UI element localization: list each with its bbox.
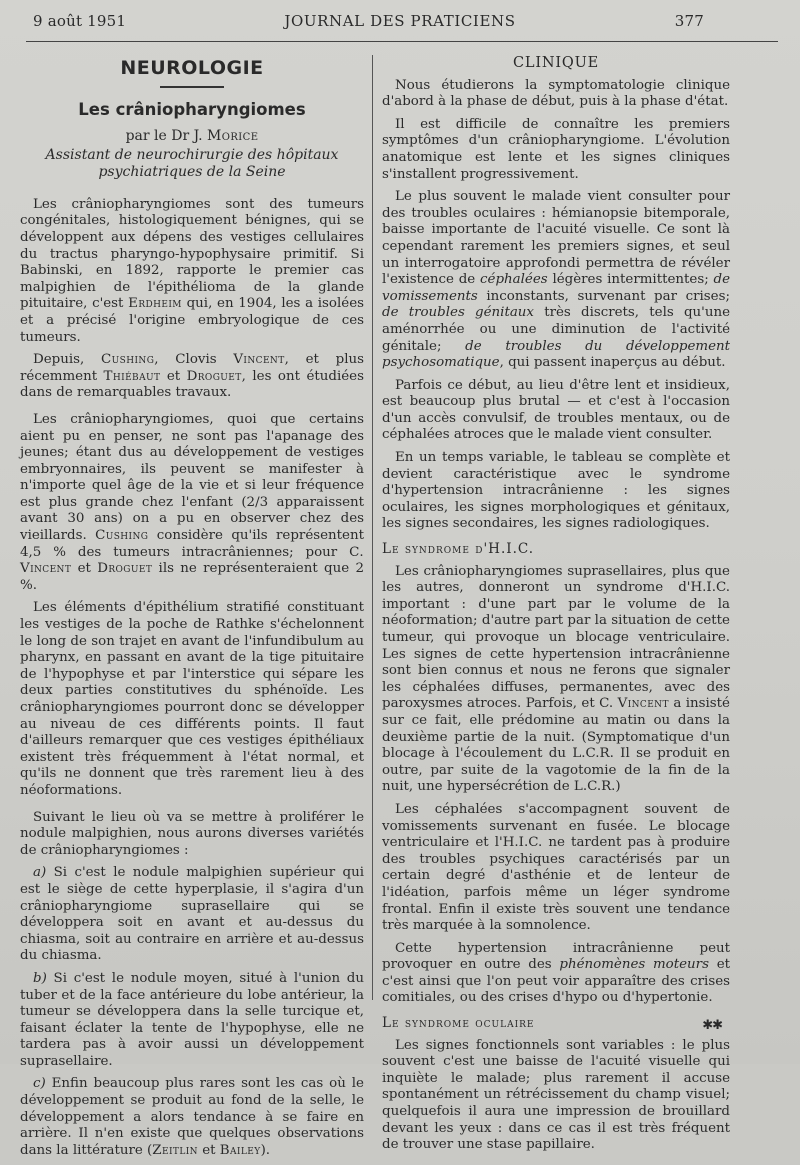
list-item xyxy=(20,971,364,1071)
section-title: NEUROLOGIE xyxy=(120,57,264,79)
paragraph: Les éléments d'épithélium stratifié constituant les vestiges de la poche de Rathke s'échelonnent le long de son trajet en avant de l'infundibulum au pharynx, en passant en avant de la tige pituitaire de l'hypophyse et par l'interstice qui sépare les deux parties constitutives du sphénoïde. Les crâniopharyngiomes pourront donc se développer au niveau de ces différents points. Il faut d'ailleurs remarquer que ces vestiges épithéliaux existent très fréquemment à l'état normal, et qu'ils ne donnent que très rarement lieu à des néoformations. xyxy=(20,600,364,798)
paragraph: Les signes fonctionnels sont variables : le plus souvent c'est une baisse de l'acuité visuelle qui inquiète le malade; plus rarement il accuse spontanément un rétrécissement du champ visuel; quelquefois il aura une impression de brouillard devant les yeux : dans ce cas il est très fréquent de trouver une stase papillaire. xyxy=(382,1037,730,1153)
author-ref: Cushing xyxy=(95,528,149,544)
paragraph: Suivant le lieu où va se mettre à proliférer le nodule malpighien, nous aurons diverses variétés de crâniopharyngiomes : xyxy=(20,809,364,858)
paragraph xyxy=(382,189,730,372)
header-rule xyxy=(26,41,778,42)
subsection-heading: Le syndrome oculaire xyxy=(382,1015,535,1032)
item-label: c) xyxy=(33,1076,46,1092)
continuation-mark: ✱✱ xyxy=(702,1018,722,1033)
text: ). xyxy=(260,1142,271,1158)
text: et xyxy=(202,1142,216,1158)
author-ref: Droguet xyxy=(186,368,242,384)
author-ref: Zeitlin xyxy=(152,1142,198,1158)
text: légères intermittentes; xyxy=(552,272,709,288)
text: inconstants, survenant par crises; xyxy=(486,288,730,304)
paragraph: Parfois ce début, au lieu d'être lent et insidieux, est beaucoup plus brutal — et c'est à l'occasion d'un accès convulsif, de troubles mentaux, ou de céphalées atroces que le malade vient consulter. xyxy=(382,377,730,443)
issue-date: 9 août 1951 xyxy=(33,12,127,30)
subsection-heading: Le syndrome d'H.I.C. xyxy=(382,541,535,558)
author-ref: Bailey xyxy=(219,1142,261,1158)
list-item xyxy=(20,865,364,965)
text: très discrets, tels qu'une aménorrhée ou une diminution de l'activité génitale; xyxy=(382,305,730,354)
author-ref: Cushing xyxy=(101,352,155,368)
text: Depuis, xyxy=(33,352,85,368)
journal-title: JOURNAL DES PRATICIENS xyxy=(284,12,516,30)
item-label: a) xyxy=(33,865,47,881)
left-column xyxy=(20,55,364,1165)
author-ref: Erdheim xyxy=(128,296,182,312)
text: Si c'est le nodule moyen, situé à l'union du tuber et de la face antérieure du lobe antérieur, la tumeur se développera dans la selle turcique et, faisant éclater la tente de l'hypophyse, elle ne tardera pas à avoir aussi un développement suprasellaire. xyxy=(20,970,364,1069)
text: et xyxy=(166,368,181,384)
text: Les crâniopharyngiomes sont des tumeurs congénitales, histologiquement bénignes, qui se développent aux dépens des vestiges cellulaires du tractus pharyngo-hypophysaire primitif. Si Babinski, en 1892, rapporte le premier cas malpighien de l'épithélioma de la glande pituitaire, c'est xyxy=(20,196,364,312)
text: qui, en 1904, les a isolées et a précisé l'origine embryologique de ces tumeurs. xyxy=(20,296,364,345)
column-divider xyxy=(372,55,373,1000)
text: , et plus récemment xyxy=(20,352,364,384)
emphasis: de troubles du développement psychosomatique xyxy=(382,338,730,371)
author-ref: Vincent xyxy=(617,696,669,712)
text: , les ont étudiées dans de remarquables travaux. xyxy=(20,368,364,401)
author-affiliation: Assistant de neurochirurgie des hôpitaux psychiatriques de la Seine xyxy=(45,146,339,180)
text: considère qu'ils représentent 4,5 % des tumeurs intracrâniennes; pour xyxy=(20,528,364,560)
paragraph: En un temps variable, le tableau se complète et devient caractéristique avec le syndrome d'hypertension intracrânienne : les signes oculaires, les signes morphologiques et génitaux, les signes secondaires, les signes radiologiques. xyxy=(382,450,730,532)
text: Le plus souvent le malade vient consulter pour des troubles oculaires : hémianopsie bitemporale, baisse importante de l'acuité visuelle. Ce sont là cependant rarement les premiers signes, et seul un interrogatoire approfondi permettra de révéler l'existence de xyxy=(382,189,730,288)
paragraph xyxy=(20,352,364,402)
paragraph: Nous étudierons la symptomatologie clinique d'abord à la phase de début, puis à la phase d'état. xyxy=(382,77,730,110)
text: Les crâniopharyngiomes suprasellaires, plus que les autres, donneront un syndrome d'H.I.C. important : d'une part par le volume de la néoformation; d'autre part par la situation de cette tumeur, qui provoque un blocage ventriculaire. Les signes de cette hypertension intracrânienne sont bien connus et nous ne ferons que signaler les céphalées diffuses, permanentes, avec des paroxysmes atroces. Parfois, et C. xyxy=(382,563,730,712)
author-ref: Droguet xyxy=(97,561,153,577)
text: Enfin beaucoup plus rares sont les cas où le développement se produit au fond de la selle, le développement a alors tendance à se faire en arrière. Il n'en existe que quelques observations dans la littérature ( xyxy=(20,1076,364,1158)
text: a insisté sur ce fait, elle prédomine au matin ou dans la deuxième partie de la nuit. (Symptomatique d'un blocage à l'écoulement du L.C.R. Il se produit en outre, par suite de la vagotomie de la fin de la nuit, une hypersécrétion de L.C.R.) xyxy=(382,696,730,795)
title-rule xyxy=(160,86,224,88)
emphasis: de vomissements xyxy=(382,272,731,304)
text: et c'est ainsi que l'on peut voir apparaître des crises comitiales, ou des crises d'hypo ou d'hypertonie. xyxy=(382,957,730,1006)
text: , Clovis xyxy=(154,352,217,368)
paragraph: Les céphalées s'accompagnent souvent de vomissements survenant en fusée. Le blocage ventriculaire et l'H.I.C. ne tardent pas à produire des troubles psychiques caractérisés par un certain degré d'asthénie et de lenteur de l'idéation, parfois même un léger syndrome frontal. Enfin il existe très souvent une tendance très marquée à la somnolence. xyxy=(382,801,730,934)
byline xyxy=(20,128,364,145)
paragraph: Il est difficile de connaître les premiers symptômes d'un crâniopharyngiome. L'évolution anatomique est lente et les signes cliniques s'installent progressivement. xyxy=(382,116,730,182)
text: , qui passent inaperçus au début. xyxy=(499,355,726,371)
paragraph xyxy=(382,941,730,1007)
page-number: 377 xyxy=(674,12,704,30)
author-ref: Vincent xyxy=(233,352,285,368)
text: Cette hypertension intracrânienne peut provoquer en outre des xyxy=(382,940,730,973)
author-ref: Thiébaut xyxy=(103,368,161,384)
text: Si c'est le nodule malpighien supérieur qui est le siège de cette hyperplasie, il s'agira d'un crâniopharyngiome suprasellaire qui se développera soit en avant et au-dessus du chiasma, soit au contraire en arrière et au-dessus du chiasma. xyxy=(20,865,364,964)
paragraph xyxy=(382,564,730,796)
author-name: Morice xyxy=(207,128,259,145)
author-ref: C. Vincent xyxy=(20,544,364,577)
right-column xyxy=(382,55,730,1160)
emphasis: de troubles génitaux xyxy=(382,305,534,321)
section-heading: CLINIQUE xyxy=(513,55,599,71)
list-item xyxy=(20,1076,364,1159)
item-label: b) xyxy=(33,970,47,986)
emphasis: céphalées xyxy=(480,272,548,288)
byline-prefix: par le Dr J. xyxy=(125,128,203,145)
text: et xyxy=(77,561,91,577)
article-title: Les crâniopharyngiomes xyxy=(78,99,306,119)
text: ils ne représenteraient que 2 %. xyxy=(20,561,364,593)
paragraph xyxy=(20,197,364,346)
paragraph xyxy=(20,412,364,595)
text: Les crâniopharyngiomes, quoi que certains aient pu en penser, ne sont pas l'apanage des jeunes; étant dus au développement de vestiges embryonnaires, ils peuvent se manifester à n'importe quel âge de la vie et si leur fréquence est plus grande chez l'enfant (2/3 apparaissent avant 30 ans) on a pu en observer chez des vieillards. xyxy=(20,411,364,544)
emphasis: phénomènes moteurs xyxy=(559,957,709,973)
